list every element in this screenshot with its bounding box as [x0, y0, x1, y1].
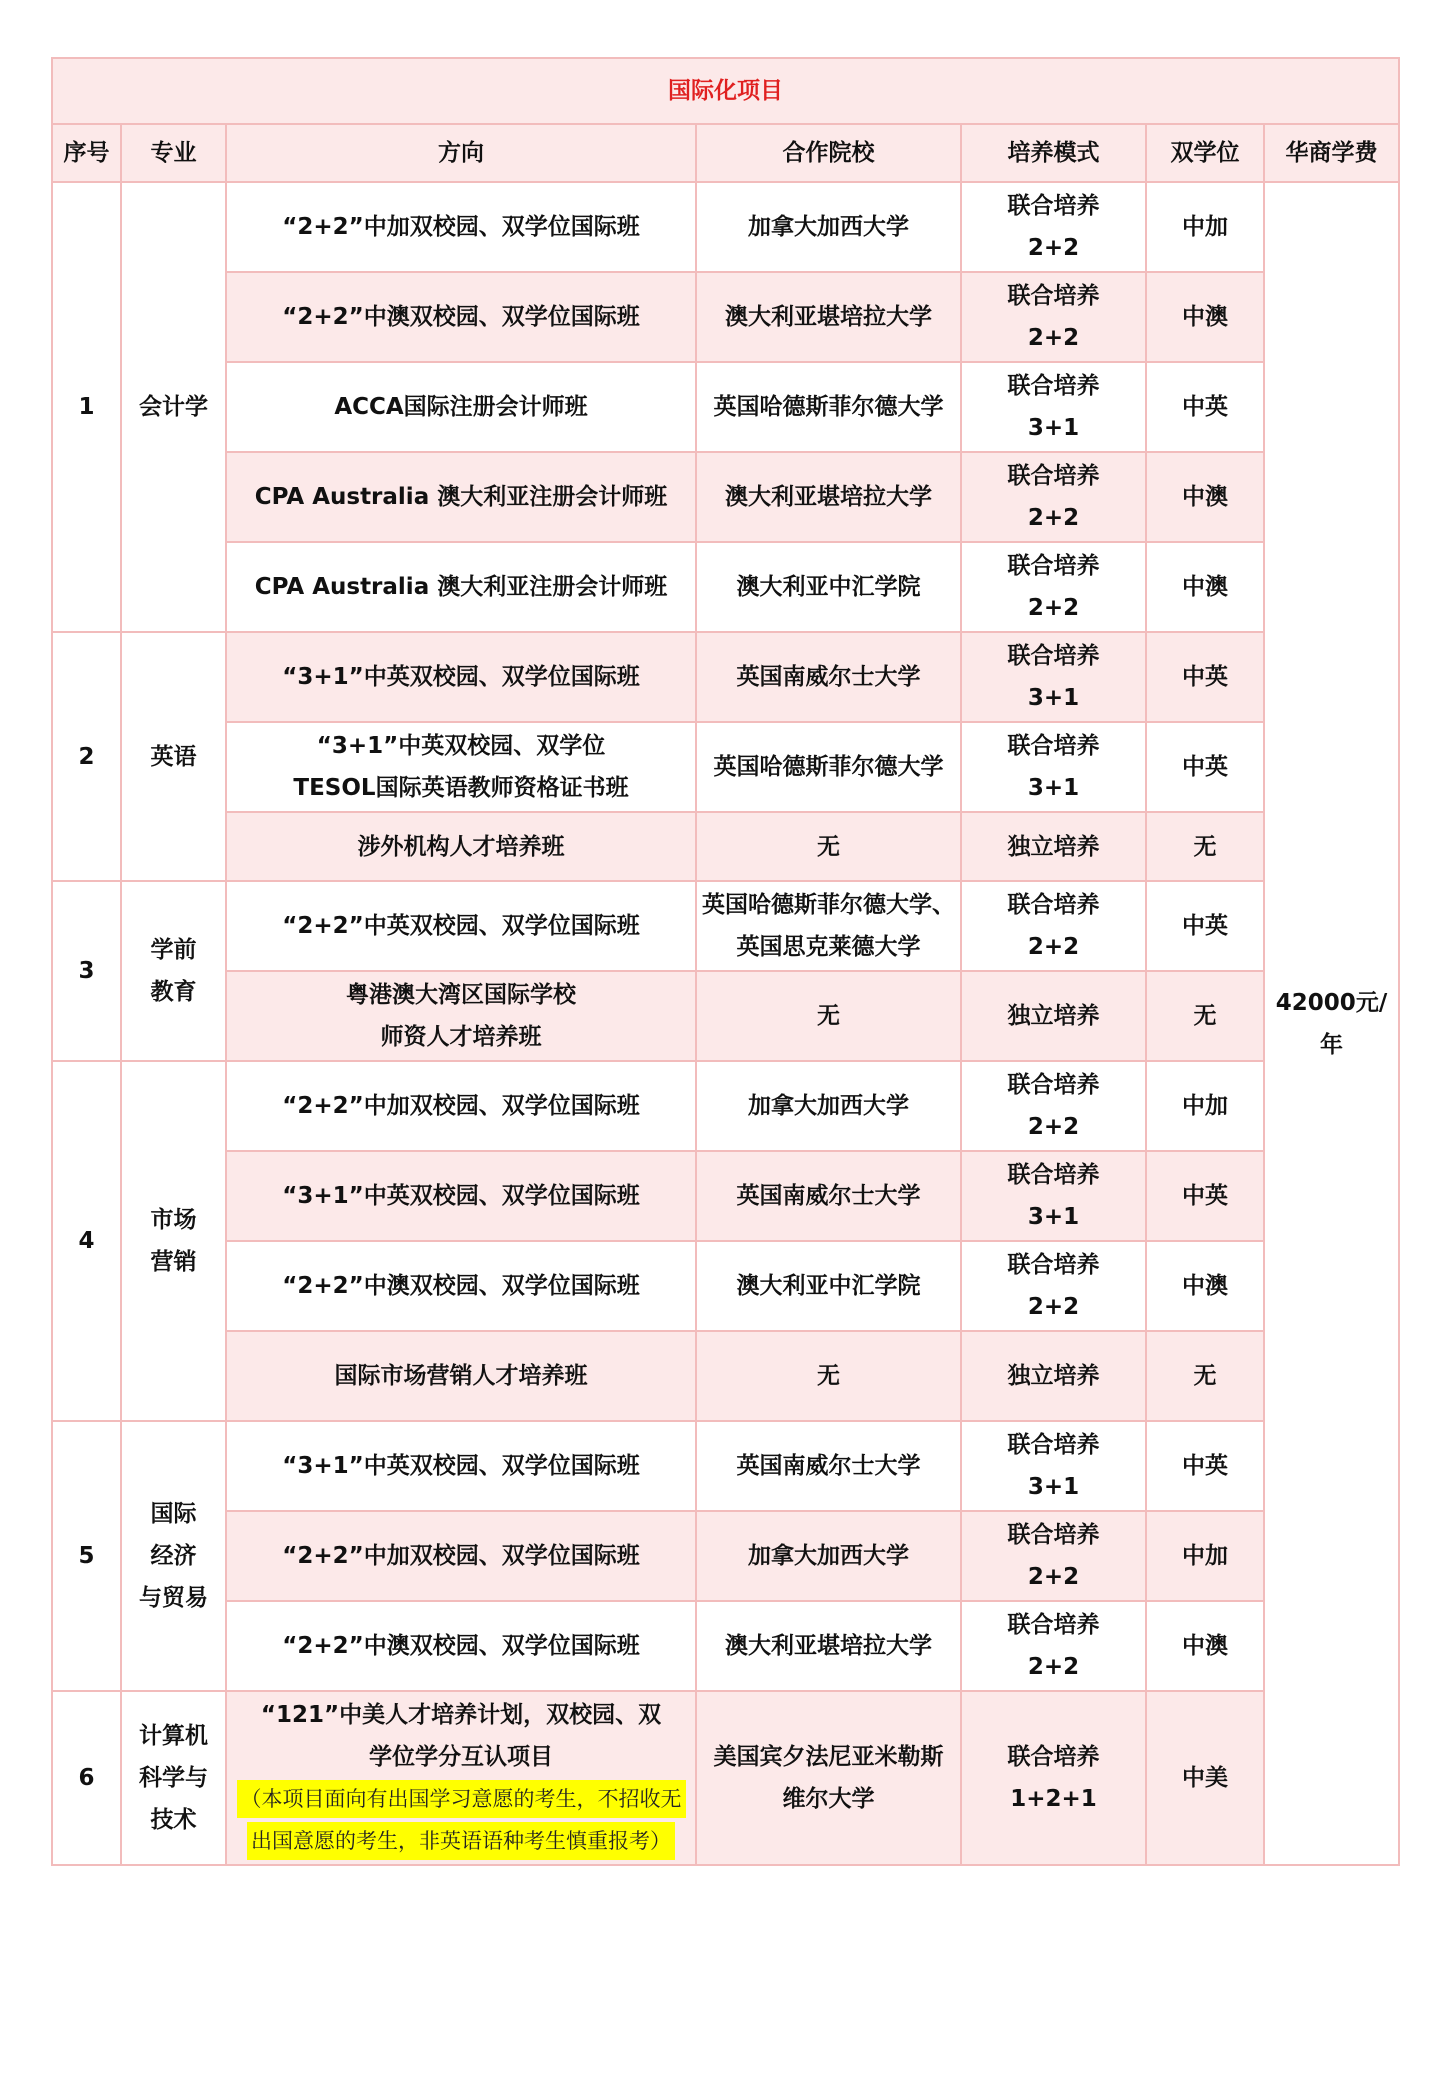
- partner-cell: [696, 1421, 961, 1511]
- direction-cell: [226, 1241, 696, 1331]
- row-number: 1: [52, 182, 121, 632]
- dual-degree-cell: 中加: [1146, 1061, 1264, 1151]
- direction-cell: [226, 881, 696, 971]
- partner-school: 澳大利亚中汇学院: [736, 1273, 921, 1299]
- row-number: 4: [52, 1061, 121, 1421]
- table-row: [52, 1241, 1399, 1331]
- mode-cell: [961, 1151, 1146, 1241]
- mode-cell: [961, 362, 1146, 452]
- dual-degree-cell: 中美: [1146, 1691, 1264, 1865]
- dual-degree-cell: 中澳: [1146, 272, 1264, 362]
- table-row: [52, 881, 1399, 971]
- partner-cell: [696, 362, 961, 452]
- table-row: [52, 1061, 1399, 1151]
- mode-cell: [961, 971, 1146, 1061]
- tuition-fee-text: 42000元/: [1275, 989, 1388, 1016]
- direction-text: “2+2”中澳双校园、双学位国际班: [282, 304, 640, 330]
- direction-cell: [226, 272, 696, 362]
- training-mode: 3+1: [1027, 415, 1080, 441]
- table-row: [52, 182, 1399, 272]
- mode-cell: [961, 632, 1146, 722]
- partner-school: 澳大利亚中汇学院: [736, 574, 921, 600]
- direction-text: “2+2”中加双校园、双学位国际班: [282, 214, 640, 240]
- major-name: 技术: [150, 1807, 197, 1833]
- direction-cell: [226, 542, 696, 632]
- column-header: 序号: [52, 124, 121, 182]
- partner-cell: [696, 881, 961, 971]
- training-mode: 联合培养: [1007, 1252, 1100, 1278]
- partner-cell: [696, 1601, 961, 1691]
- table-row: [52, 1511, 1399, 1601]
- training-mode: 联合培养: [1007, 1612, 1100, 1638]
- column-header: 专业: [121, 124, 226, 182]
- major-cell: [121, 1421, 226, 1691]
- partner-cell: [696, 182, 961, 272]
- mode-cell: [961, 722, 1146, 812]
- partner-school: 加拿大加西大学: [748, 1543, 909, 1569]
- dual-degree-cell: 无: [1146, 812, 1264, 881]
- training-mode: 联合培养: [1007, 1522, 1100, 1548]
- dual-degree-cell: 中英: [1146, 881, 1264, 971]
- partner-school: 美国宾夕法尼亚米勒斯: [713, 1744, 944, 1770]
- training-mode: 联合培养: [1007, 1072, 1100, 1098]
- partner-school: 加拿大加西大学: [748, 214, 909, 240]
- mode-cell: [961, 1241, 1146, 1331]
- direction-text: “2+2”中加双校园、双学位国际班: [282, 1093, 640, 1119]
- dual-degree-cell: 中英: [1146, 362, 1264, 452]
- partner-cell: [696, 272, 961, 362]
- training-mode: 2+2: [1027, 595, 1080, 621]
- table-title: 国际化项目: [52, 58, 1399, 124]
- direction-text: 学位学分互认项目: [369, 1744, 553, 1770]
- partner-school: 澳大利亚堪培拉大学: [725, 484, 932, 510]
- partner-school: 维尔大学: [782, 1786, 875, 1812]
- dual-degree-cell: 中澳: [1146, 1241, 1264, 1331]
- training-mode: 联合培养: [1007, 733, 1100, 759]
- direction-cell: [226, 1691, 696, 1865]
- training-mode: 独立培养: [1007, 1363, 1100, 1389]
- dual-degree-cell: 无: [1146, 971, 1264, 1061]
- direction-cell: [226, 971, 696, 1061]
- table-row: [52, 722, 1399, 812]
- direction-cell: [226, 1331, 696, 1421]
- training-mode: 2+2: [1027, 1564, 1080, 1590]
- direction-text: ACCA国际注册会计师班: [334, 394, 588, 420]
- highlight-note: （本项目面向有出国学习意愿的考生，不招收无: [237, 1780, 686, 1818]
- direction-cell: [226, 1151, 696, 1241]
- major-name: 市场: [150, 1207, 197, 1233]
- partner-school: 无: [817, 1363, 840, 1389]
- mode-cell: [961, 812, 1146, 881]
- major-name: 计算机: [139, 1723, 208, 1749]
- dual-degree-cell: 中加: [1146, 1511, 1264, 1601]
- international-programs-table: [51, 57, 1400, 1866]
- direction-text: 师资人才培养班: [380, 1024, 542, 1050]
- direction-cell: [226, 812, 696, 881]
- partner-cell: [696, 452, 961, 542]
- column-header: 方向: [226, 124, 696, 182]
- training-mode: 独立培养: [1007, 833, 1100, 860]
- training-mode: 联合培养: [1007, 1162, 1100, 1188]
- table-row: [52, 1601, 1399, 1691]
- mode-cell: [961, 1061, 1146, 1151]
- training-mode: 联合培养: [1007, 283, 1100, 309]
- partner-school: 无: [817, 833, 840, 860]
- major-name: 营销: [150, 1249, 197, 1275]
- major-cell: [121, 182, 226, 632]
- table-row: [52, 1691, 1399, 1865]
- dual-degree-cell: 中英: [1146, 1421, 1264, 1511]
- mode-cell: [961, 1331, 1146, 1421]
- training-mode: 联合培养: [1007, 643, 1100, 669]
- major-name: 科学与: [139, 1765, 208, 1791]
- direction-cell: [226, 632, 696, 722]
- direction-cell: [226, 452, 696, 542]
- partner-cell: [696, 971, 961, 1061]
- direction-text: “3+1”中英双校园、双学位国际班: [282, 1183, 640, 1209]
- direction-text: “3+1”中英双校园、双学位国际班: [282, 664, 640, 690]
- direction-text: 国际市场营销人才培养班: [334, 1363, 588, 1389]
- mode-cell: [961, 542, 1146, 632]
- direction-text: CPA Australia 澳大利亚注册会计师班: [254, 484, 668, 510]
- direction-cell: [226, 182, 696, 272]
- partner-school: 英国南威尔士大学: [736, 1183, 921, 1209]
- table-row: [52, 452, 1399, 542]
- partner-cell: [696, 1331, 961, 1421]
- column-header: 合作院校: [696, 124, 961, 182]
- partner-school: 英国南威尔士大学: [736, 664, 921, 690]
- mode-cell: [961, 182, 1146, 272]
- table-row: [52, 1331, 1399, 1421]
- direction-text: “121”中美人才培养计划，双校园、双: [260, 1702, 662, 1728]
- direction-text: “3+1”中英双校园、双学位国际班: [282, 1453, 640, 1479]
- training-mode: 联合培养: [1007, 373, 1100, 399]
- table-row: [52, 812, 1399, 881]
- highlight-note: 出国意愿的考生，非英语语种考生慎重报考）: [247, 1822, 675, 1860]
- mode-cell: [961, 1601, 1146, 1691]
- mode-cell: [961, 272, 1146, 362]
- partner-cell: [696, 1691, 961, 1865]
- partner-cell: [696, 812, 961, 881]
- partner-cell: [696, 1241, 961, 1331]
- row-number: 2: [52, 632, 121, 881]
- partner-school: 无: [817, 1003, 840, 1029]
- partner-school: 英国哈德斯菲尔德大学: [713, 754, 944, 780]
- table-row: [52, 1421, 1399, 1511]
- table-row: [52, 632, 1399, 722]
- partner-cell: [696, 722, 961, 812]
- direction-text: “3+1”中英双校园、双学位: [316, 733, 606, 759]
- mode-cell: [961, 452, 1146, 542]
- dual-degree-cell: 中澳: [1146, 452, 1264, 542]
- training-mode: 独立培养: [1007, 1003, 1100, 1029]
- mode-cell: [961, 1511, 1146, 1601]
- major-name: 会计学: [139, 394, 208, 420]
- direction-text: “2+2”中加双校园、双学位国际班: [282, 1543, 640, 1569]
- direction-cell: [226, 1511, 696, 1601]
- dual-degree-cell: 中英: [1146, 632, 1264, 722]
- direction-cell: [226, 362, 696, 452]
- direction-cell: [226, 1061, 696, 1151]
- major-name: 英语: [150, 743, 197, 770]
- training-mode: 联合培养: [1007, 892, 1100, 918]
- dual-degree-cell: 中澳: [1146, 542, 1264, 632]
- dual-degree-cell: 中澳: [1146, 1601, 1264, 1691]
- direction-text: 涉外机构人才培养班: [357, 833, 565, 860]
- mode-cell: [961, 1691, 1146, 1865]
- training-mode: 3+1: [1027, 775, 1080, 801]
- dual-degree-cell: 中加: [1146, 182, 1264, 272]
- dual-degree-cell: 中英: [1146, 1151, 1264, 1241]
- partner-cell: [696, 1511, 961, 1601]
- training-mode: 2+2: [1027, 235, 1080, 261]
- training-mode: 2+2: [1027, 1294, 1080, 1320]
- training-mode: 3+1: [1027, 1474, 1080, 1500]
- table-row: [52, 971, 1399, 1061]
- training-mode: 3+1: [1027, 1204, 1080, 1230]
- major-name: 学前: [150, 937, 197, 963]
- column-header: 双学位: [1146, 124, 1264, 182]
- training-mode: 联合培养: [1007, 193, 1100, 219]
- major-name: 教育: [150, 979, 197, 1005]
- table-row: [52, 362, 1399, 452]
- dual-degree-cell: 无: [1146, 1331, 1264, 1421]
- column-header: 培养模式: [961, 124, 1146, 182]
- partner-cell: [696, 1061, 961, 1151]
- partner-school: 澳大利亚堪培拉大学: [725, 1633, 932, 1659]
- partner-school: 加拿大加西大学: [748, 1093, 909, 1119]
- major-name: 与贸易: [139, 1585, 208, 1611]
- major-cell: [121, 1691, 226, 1865]
- major-cell: [121, 881, 226, 1061]
- training-mode: 2+2: [1027, 1114, 1080, 1140]
- training-mode: 联合培养: [1007, 463, 1100, 489]
- partner-cell: [696, 1151, 961, 1241]
- training-mode: 联合培养: [1007, 1744, 1100, 1770]
- mode-cell: [961, 1421, 1146, 1511]
- tuition-fee-text: 年: [1320, 1031, 1344, 1058]
- partner-school: 英国南威尔士大学: [736, 1453, 921, 1479]
- training-mode: 2+2: [1027, 505, 1080, 531]
- column-header: 华商学费: [1264, 124, 1399, 182]
- direction-text: 粤港澳大湾区国际学校: [346, 982, 576, 1008]
- table-row: [52, 542, 1399, 632]
- direction-text: “2+2”中英双校园、双学位国际班: [282, 913, 640, 939]
- direction-cell: [226, 1421, 696, 1511]
- major-cell: [121, 1061, 226, 1421]
- training-mode: 联合培养: [1007, 1432, 1100, 1458]
- partner-school: 英国哈德斯菲尔德大学、: [702, 892, 955, 918]
- major-name: 经济: [150, 1543, 197, 1569]
- row-number: 6: [52, 1691, 121, 1865]
- dual-degree-cell: 中英: [1146, 722, 1264, 812]
- training-mode: 1+2+1: [1010, 1786, 1097, 1812]
- table-row: [52, 272, 1399, 362]
- training-mode: 3+1: [1027, 685, 1080, 711]
- header-row: [52, 124, 1399, 182]
- training-mode: 2+2: [1027, 325, 1080, 351]
- table-row: [52, 1151, 1399, 1241]
- row-number: 3: [52, 881, 121, 1061]
- training-mode: 联合培养: [1007, 553, 1100, 579]
- major-cell: [121, 632, 226, 881]
- direction-cell: [226, 722, 696, 812]
- major-name: 国际: [150, 1501, 197, 1527]
- direction-text: “2+2”中澳双校园、双学位国际班: [282, 1273, 640, 1299]
- partner-cell: [696, 542, 961, 632]
- row-number: 5: [52, 1421, 121, 1691]
- partner-cell: [696, 632, 961, 722]
- partner-school: 英国哈德斯菲尔德大学: [713, 394, 944, 420]
- direction-text: CPA Australia 澳大利亚注册会计师班: [254, 574, 668, 600]
- partner-school: 英国思克莱德大学: [736, 934, 921, 960]
- training-mode: 2+2: [1027, 934, 1080, 960]
- partner-school: 澳大利亚堪培拉大学: [725, 304, 932, 330]
- direction-text: “2+2”中澳双校园、双学位国际班: [282, 1633, 640, 1659]
- direction-text: TESOL国际英语教师资格证书班: [293, 775, 629, 801]
- training-mode: 2+2: [1027, 1654, 1080, 1680]
- tuition-fee: [1264, 182, 1399, 1865]
- mode-cell: [961, 881, 1146, 971]
- direction-cell: [226, 1601, 696, 1691]
